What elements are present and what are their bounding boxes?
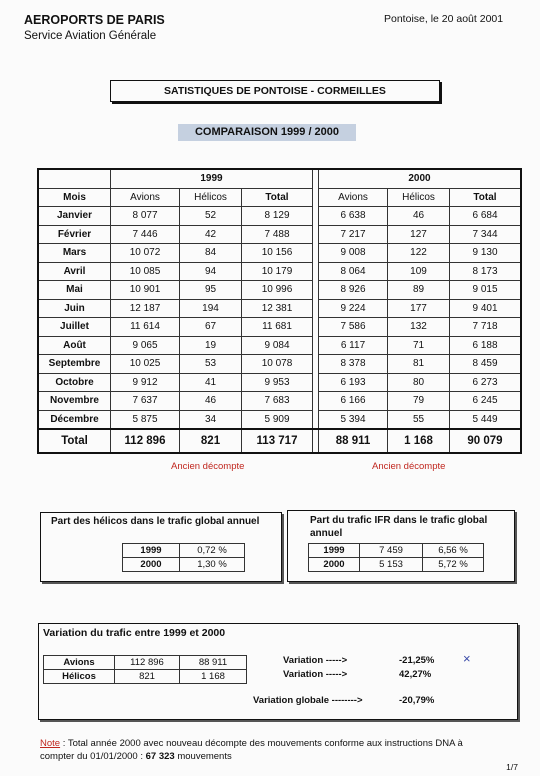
helicos-1999-cell: 194 xyxy=(180,299,242,318)
helicos-2000-cell: 132 xyxy=(388,318,450,337)
avions-2000-cell: 6 193 xyxy=(319,373,388,392)
total-1999-cell: 7 488 xyxy=(242,225,313,244)
table-row xyxy=(38,207,521,226)
table-row xyxy=(38,336,521,355)
avions-2000-cell: 7 217 xyxy=(319,225,388,244)
footnote-text-a: : Total année 2000 avec nouveau décompte des mouvements conforme aux instructions DNA à xyxy=(60,738,463,749)
helico-share-title: Part des hélicos dans le trafic global annuel xyxy=(51,516,260,527)
variation-avions-label: Variation -----> xyxy=(283,655,348,666)
month-cell: Février xyxy=(38,225,111,244)
page-number: 1/7 xyxy=(506,762,518,772)
total-1999-cell: 5 909 xyxy=(242,410,313,429)
table-row xyxy=(38,318,521,337)
total-1999-total: 113 717 xyxy=(242,429,313,453)
helicos-1999-cell: 52 xyxy=(180,207,242,226)
table-row xyxy=(38,299,521,318)
avions-2000-cell: 6 117 xyxy=(319,336,388,355)
total-2000-cell: 5 449 xyxy=(450,410,522,429)
avions-1999-cell: 9 065 xyxy=(111,336,180,355)
avions-2000-cell: 6 166 xyxy=(319,392,388,411)
ifr-share-box xyxy=(287,510,515,582)
total-1999-cell: 7 683 xyxy=(242,392,313,411)
month-cell: Juin xyxy=(38,299,111,318)
total-1999-cell: 8 129 xyxy=(242,207,313,226)
year-header-2000: 2000 xyxy=(319,169,522,188)
document-title: SATISTIQUES DE PONTOISE - CORMEILLES xyxy=(110,80,440,102)
footnote-line-2 xyxy=(40,751,232,762)
helicos-1999-cell: 42 xyxy=(180,225,242,244)
row-label: Avions xyxy=(44,656,115,670)
column-header-helicos: Hélicos xyxy=(180,188,242,207)
avions-2000-cell: 8 064 xyxy=(319,262,388,281)
helico-share-table xyxy=(122,543,245,572)
helicos-1999-cell: 34 xyxy=(180,410,242,429)
helicos-1999-total: 821 xyxy=(180,429,242,453)
table-row xyxy=(123,544,245,558)
avions-2000-cell: 8 378 xyxy=(319,355,388,374)
total-1999-cell: 10 078 xyxy=(242,355,313,374)
month-cell: Mai xyxy=(38,281,111,300)
month-cell: Janvier xyxy=(38,207,111,226)
helicos-1999-cell: 46 xyxy=(180,392,242,411)
avions-2000-total: 88 911 xyxy=(319,429,388,453)
total-2000-total: 90 079 xyxy=(450,429,522,453)
table-row xyxy=(309,558,484,572)
helicos-1999-cell: 41 xyxy=(180,373,242,392)
total-1999-cell: 10 179 xyxy=(242,262,313,281)
old-count-note-right: Ancien décompte xyxy=(372,461,446,472)
year-cell: 2000 xyxy=(309,558,360,572)
helicos-2000-total: 1 168 xyxy=(388,429,450,453)
month-cell: Octobre xyxy=(38,373,111,392)
helicos-1999-cell: 95 xyxy=(180,281,242,300)
column-header-total: Total xyxy=(242,188,313,207)
avions-1999-cell: 11 614 xyxy=(111,318,180,337)
avions-2000-cell: 9 008 xyxy=(319,244,388,263)
cross-mark-icon: × xyxy=(463,651,471,666)
table-row xyxy=(38,225,521,244)
total-1999-cell: 10 156 xyxy=(242,244,313,263)
ifr-share-title: Part du trafic IFR dans le trafic global annuel xyxy=(310,515,488,539)
helicos-1999-cell: 67 xyxy=(180,318,242,337)
total-2000-cell: 6 188 xyxy=(450,336,522,355)
avions-1999-cell: 10 072 xyxy=(111,244,180,263)
avions-2000-cell: 6 638 xyxy=(319,207,388,226)
avions-1999-cell: 5 875 xyxy=(111,410,180,429)
total-2000-cell: 7 718 xyxy=(450,318,522,337)
helico-share-box xyxy=(40,512,282,582)
avions-1999-cell: 8 077 xyxy=(111,207,180,226)
month-cell: Novembre xyxy=(38,392,111,411)
month-cell: Juillet xyxy=(38,318,111,337)
avions-1999-cell: 10 025 xyxy=(111,355,180,374)
avions-1999-cell: 10 085 xyxy=(111,262,180,281)
column-header-avions: Avions xyxy=(319,188,388,207)
year-cell: 1999 xyxy=(309,544,360,558)
avions-1999-cell: 7 637 xyxy=(111,392,180,411)
row-label: Hélicos xyxy=(44,670,115,684)
helicos-2000-cell: 177 xyxy=(388,299,450,318)
percent-cell: 0,72 % xyxy=(180,544,245,558)
total-2000-cell: 8 459 xyxy=(450,355,522,374)
value-2000-cell: 88 911 xyxy=(180,656,247,670)
table-row xyxy=(44,656,247,670)
column-header-helicos: Hélicos xyxy=(388,188,450,207)
total-2000-cell: 9 015 xyxy=(450,281,522,300)
total-2000-cell: 6 273 xyxy=(450,373,522,392)
total-2000-cell: 6 245 xyxy=(450,392,522,411)
total-2000-cell: 6 684 xyxy=(450,207,522,226)
footnote-total-movements: 67 323 xyxy=(145,751,175,762)
variation-helicos-value: 42,27% xyxy=(399,669,432,680)
count-cell: 5 153 xyxy=(360,558,423,572)
avions-1999-cell: 7 446 xyxy=(111,225,180,244)
ifr-share-table xyxy=(308,543,484,572)
percent-cell: 1,30 % xyxy=(180,558,245,572)
month-cell: Septembre xyxy=(38,355,111,374)
variation-helicos-label: Variation -----> xyxy=(283,669,348,680)
variation-title: Variation du trafic entre 1999 et 2000 xyxy=(43,627,226,639)
helicos-2000-cell: 71 xyxy=(388,336,450,355)
avions-1999-cell: 9 912 xyxy=(111,373,180,392)
year-cell: 1999 xyxy=(123,544,180,558)
table-row xyxy=(309,544,484,558)
org-subtitle: Service Aviation Générale xyxy=(24,30,157,42)
value-1999-cell: 112 896 xyxy=(115,656,180,670)
avions-2000-cell: 9 224 xyxy=(319,299,388,318)
month-cell: Août xyxy=(38,336,111,355)
total-2000-cell: 8 173 xyxy=(450,262,522,281)
helicos-2000-cell: 81 xyxy=(388,355,450,374)
table-row xyxy=(38,281,521,300)
total-1999-cell: 10 996 xyxy=(242,281,313,300)
table-row xyxy=(38,410,521,429)
variation-global-value: -20,79% xyxy=(399,695,435,706)
place-date: Pontoise, le 20 août 2001 xyxy=(384,13,504,25)
avions-1999-cell: 12 187 xyxy=(111,299,180,318)
percent-cell: 6,56 % xyxy=(423,544,484,558)
column-header-mois: Mois xyxy=(38,188,111,207)
table-row xyxy=(38,262,521,281)
total-1999-cell: 9 084 xyxy=(242,336,313,355)
footnote-text-b: compter du 01/01/2000 : xyxy=(40,751,146,762)
avions-2000-cell: 8 926 xyxy=(319,281,388,300)
value-1999-cell: 821 xyxy=(115,670,180,684)
helicos-2000-cell: 89 xyxy=(388,281,450,300)
percent-cell: 5,72 % xyxy=(423,558,484,572)
table-row xyxy=(38,355,521,374)
variation-table xyxy=(43,655,247,684)
table-row xyxy=(38,244,521,263)
helicos-2000-cell: 46 xyxy=(388,207,450,226)
month-cell: Mars xyxy=(38,244,111,263)
old-count-note-left: Ancien décompte xyxy=(171,461,245,472)
year-cell: 2000 xyxy=(123,558,180,572)
helicos-2000-cell: 79 xyxy=(388,392,450,411)
total-1999-cell: 9 953 xyxy=(242,373,313,392)
month-cell: Avril xyxy=(38,262,111,281)
total-label: Total xyxy=(38,429,111,453)
variation-avions-value: -21,25% xyxy=(399,655,435,666)
footnote-text-b-end: mouvements xyxy=(174,751,232,762)
total-1999-cell: 11 681 xyxy=(242,318,313,337)
helicos-2000-cell: 127 xyxy=(388,225,450,244)
monthly-stats-table xyxy=(37,168,522,454)
comparison-banner: COMPARAISON 1999 / 2000 xyxy=(178,124,356,141)
footnote-line-1 xyxy=(40,738,463,749)
org-name: AEROPORTS DE PARIS xyxy=(24,13,165,27)
avions-2000-cell: 7 586 xyxy=(319,318,388,337)
helicos-2000-cell: 122 xyxy=(388,244,450,263)
total-2000-cell: 9 130 xyxy=(450,244,522,263)
month-cell: Décembre xyxy=(38,410,111,429)
variation-global-label: Variation globale --------> xyxy=(253,695,363,706)
helicos-1999-cell: 94 xyxy=(180,262,242,281)
table-row xyxy=(38,373,521,392)
column-header-avions: Avions xyxy=(111,188,180,207)
helicos-2000-cell: 55 xyxy=(388,410,450,429)
avions-2000-cell: 5 394 xyxy=(319,410,388,429)
column-header-total: Total xyxy=(450,188,522,207)
helicos-1999-cell: 19 xyxy=(180,336,242,355)
value-2000-cell: 1 168 xyxy=(180,670,247,684)
total-row xyxy=(38,429,521,453)
table-row xyxy=(123,558,245,572)
year-header-1999: 1999 xyxy=(111,169,313,188)
avions-1999-cell: 10 901 xyxy=(111,281,180,300)
avions-1999-total: 112 896 xyxy=(111,429,180,453)
total-2000-cell: 9 401 xyxy=(450,299,522,318)
helicos-1999-cell: 84 xyxy=(180,244,242,263)
count-cell: 7 459 xyxy=(360,544,423,558)
total-2000-cell: 7 344 xyxy=(450,225,522,244)
table-row xyxy=(38,392,521,411)
helicos-2000-cell: 109 xyxy=(388,262,450,281)
total-1999-cell: 12 381 xyxy=(242,299,313,318)
helicos-2000-cell: 80 xyxy=(388,373,450,392)
helicos-1999-cell: 53 xyxy=(180,355,242,374)
table-row xyxy=(44,670,247,684)
note-label: Note xyxy=(40,738,61,749)
